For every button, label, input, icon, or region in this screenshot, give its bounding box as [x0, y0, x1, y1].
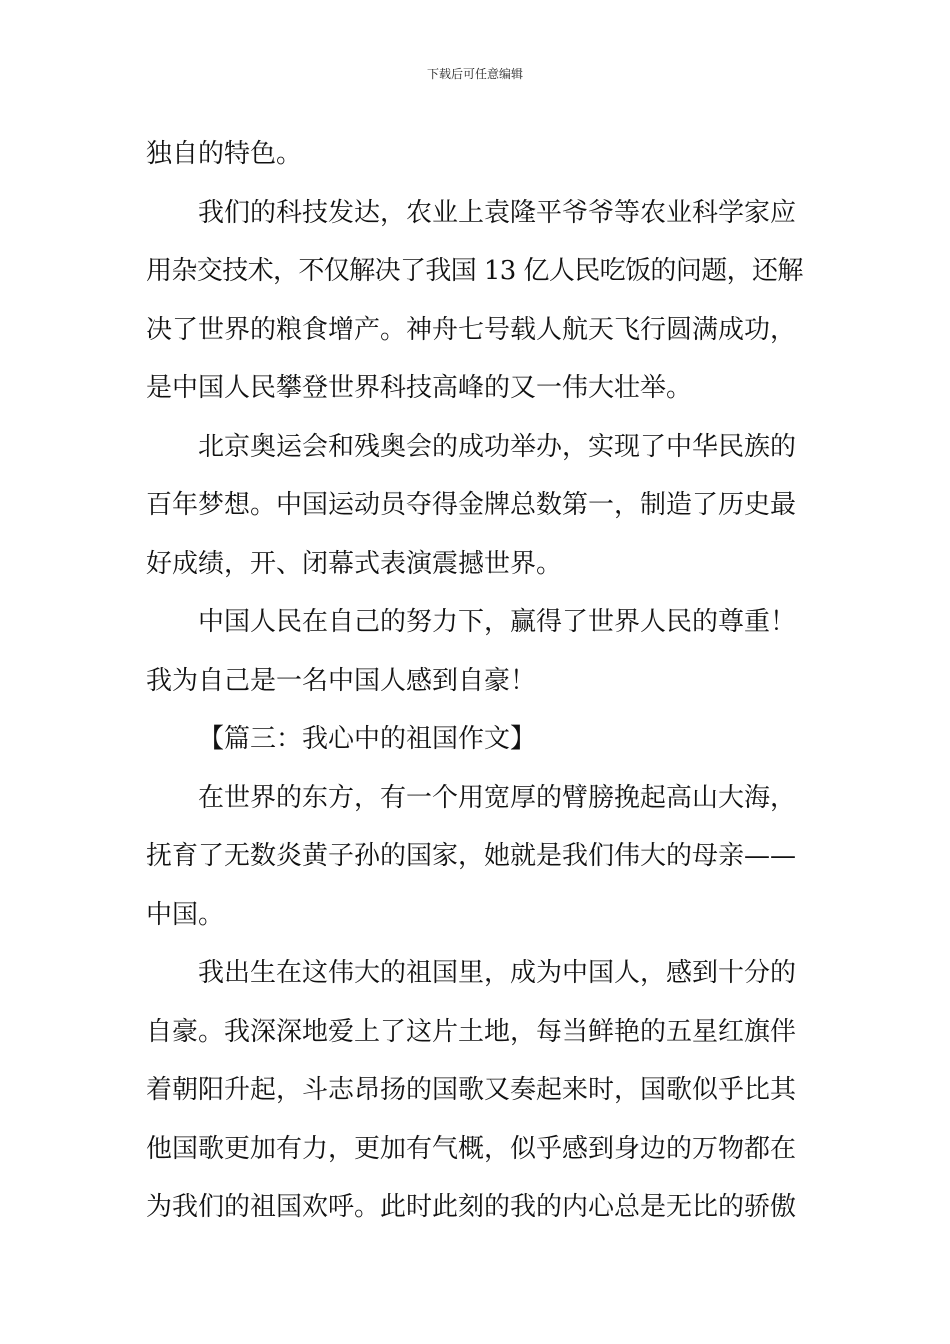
text-line: 自豪。我深深地爱上了这片土地，每当鲜艳的五星红旗伴 [146, 1016, 797, 1047]
document-body [146, 125, 811, 1237]
text-line: 为我们的祖国欢呼。此时此刻的我的内心总是无比的骄傲 [146, 1192, 797, 1222]
text-line: 是中国人民攀登世界科技高峰的又一伟大壮举。 [146, 373, 693, 403]
text-line: 好成绩，开、闭幕式表演震撼世界。 [146, 548, 563, 579]
paragraph-start-line: 北京奥运会和残奥会的成功举办，实现了中华民族的 [198, 431, 797, 462]
text-line: 用杂交技术，不仅解决了我国 13 亿人民吃饭的问题，还解 [146, 256, 803, 286]
paragraph-start-line: 我出生在这伟大的祖国里，成为中国人，感到十分的 [198, 958, 797, 988]
text-line: 他国歌更加有力，更加有气概，似乎感到身边的万物都在 [146, 1133, 797, 1164]
text-line: 中国。 [146, 899, 225, 930]
paragraph-start-line: 在世界的东方，有一个用宽厚的臂膀挽起高山大海， [198, 782, 797, 813]
paragraph-start-line: 我们的科技发达，农业上袁隆平爷爷等农业科学家应 [198, 197, 797, 228]
text-line: 百年梦想。中国运动员夺得金牌总数第一，制造了历史最 [146, 490, 797, 520]
section-heading: 【篇三：我心中的祖国作文】 [198, 724, 537, 754]
text-line: 抚育了无数炎黄子孙的国家，她就是我们伟大的母亲—— [146, 841, 797, 871]
text-line: 我为自己是一名中国人感到自豪！ [146, 665, 537, 696]
page-header: 下载后可任意编辑 [426, 67, 523, 81]
text-line: 独自的特色。 [146, 139, 303, 169]
paragraph-start-line: 中国人民在自己的努力下，赢得了世界人民的尊重！ [198, 607, 797, 637]
text-line: 着朝阳升起，斗志昂扬的国歌又奏起来时，国歌似乎比其 [146, 1075, 797, 1105]
text-line: 决了世界的粮食增产。神舟七号载人航天飞行圆满成功， [146, 314, 797, 345]
